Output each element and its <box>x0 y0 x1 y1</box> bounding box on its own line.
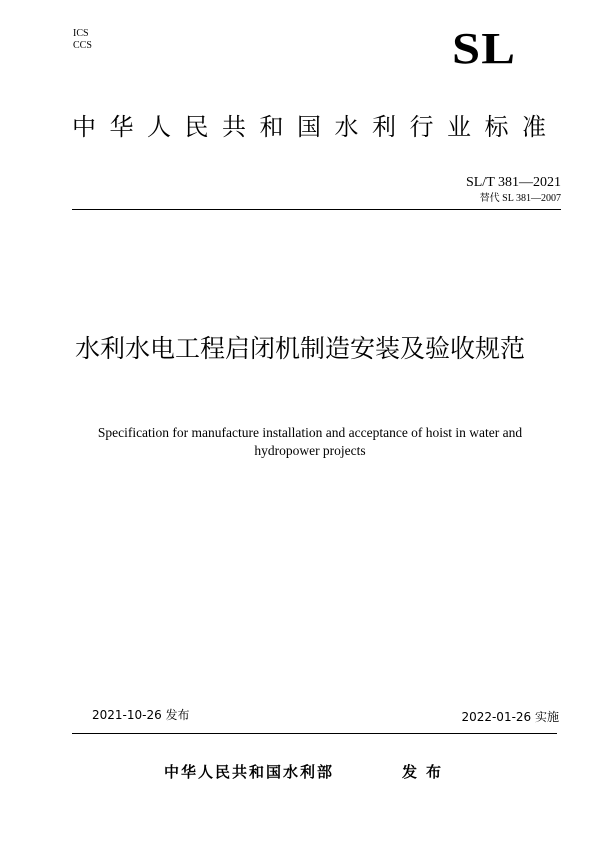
footer-divider <box>72 733 557 734</box>
ccs-label: CCS <box>73 40 92 51</box>
issuer-name: 中华人民共和国水利部 <box>164 763 335 781</box>
implementation-date: 2022-01-26 实施 <box>461 710 559 724</box>
chinese-title: 水利水电工程启闭机制造安装及验收规范 <box>74 334 525 363</box>
replaces-standard: 替代 SL 381—2007 <box>479 193 561 204</box>
ics-label: ICS <box>73 28 89 39</box>
header-divider <box>72 209 561 210</box>
issuer-action: 发布 <box>402 763 451 781</box>
sl-logo: SL <box>452 24 517 73</box>
issue-date: 2021-10-26 发布 <box>92 708 190 722</box>
standard-number: SL/T 381—2021 <box>465 175 561 190</box>
english-title: Specification for manufacture installation and acceptance of hoist in water and hydropower projects <box>97 425 523 458</box>
organization-title: 中华人民共和国水利行业标准 <box>72 113 560 141</box>
